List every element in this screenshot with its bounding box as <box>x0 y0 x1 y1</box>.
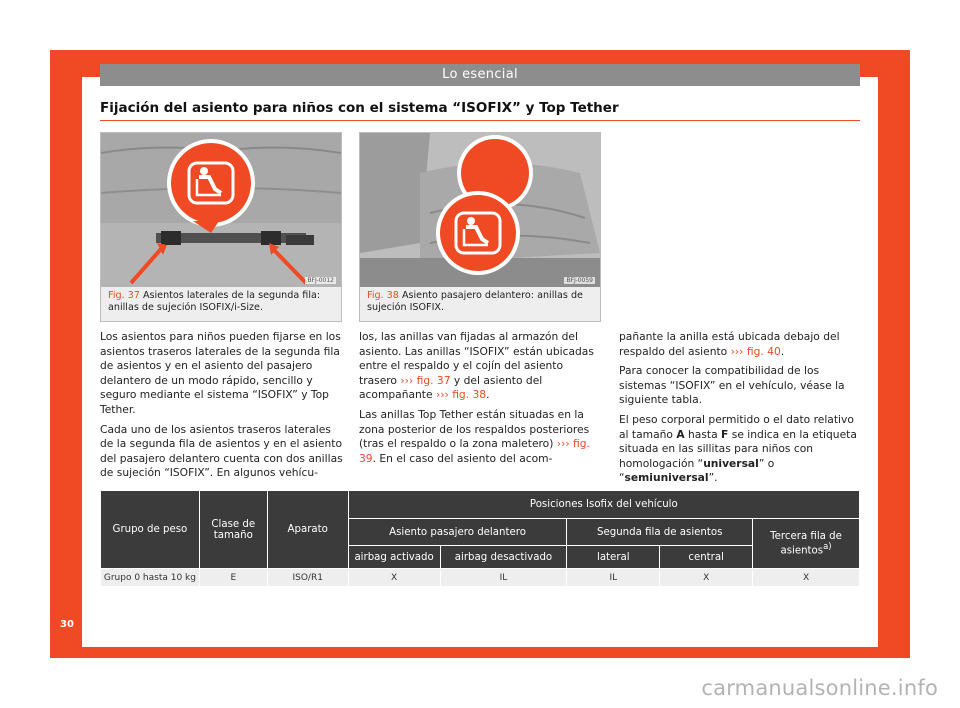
isofix-table <box>100 490 860 587</box>
text-run: los, las anillas van fijadas al armazón del asiento. Las anillas “ISOFIX” están ubicadas entre el respaldo y el cojín del asiento trasero <box>359 330 594 387</box>
header-third-row-label: Tercera fila de asientos <box>770 530 842 557</box>
header-weight-group: Grupo de peso <box>101 491 200 569</box>
header-device: Aparato <box>267 491 348 569</box>
table-cell: X <box>753 569 860 587</box>
paragraph <box>619 330 862 359</box>
figure-37-label: Fig. 37 <box>108 290 140 301</box>
title-divider <box>100 120 860 121</box>
text-run: pañante la anilla está ubicada debajo del respaldo del asiento <box>619 330 840 358</box>
figure-38 <box>359 132 601 322</box>
page-title: Fijación del asiento para niños con el sistema “ISOFIX” y Top Tether <box>100 100 619 116</box>
figure-38-image <box>360 133 600 287</box>
header-size-class: Clase de tamaño <box>199 491 267 569</box>
paragraph: Para conocer la compatibilidad de los sistemas “ISOFIX” en el vehículo, véase la siguiente tabla. <box>619 364 845 407</box>
text-run: hasta <box>684 427 722 441</box>
table-cell: Grupo 0 hasta 10 kg <box>101 569 200 587</box>
table-cell: E <box>199 569 267 587</box>
figure-37 <box>100 132 342 322</box>
figure-link[interactable]: ››› fig. 38 <box>435 388 487 402</box>
figure-38-caption <box>367 290 597 314</box>
figure-link[interactable]: ››› fig. 39 <box>359 437 590 465</box>
text-run: se indica en la etiqueta situada en las sillitas para niños con homologación “ <box>619 427 857 470</box>
text-run: . En el caso del asiento del acom- <box>372 451 553 465</box>
figure-38-label: Fig. 38 <box>367 290 399 301</box>
figure-37-text: Asientos laterales de la segunda fila: anillas de sujeción ISOFIX/i-Size. <box>108 290 321 313</box>
figure-37-caption <box>108 290 338 314</box>
figure-38-code: BFJ-0059 <box>566 277 593 284</box>
header-central: central <box>660 546 753 569</box>
header-airbag-on: airbag activado <box>348 546 440 569</box>
header-airbag-off: airbag desactivado <box>440 546 567 569</box>
header-third-row <box>753 519 860 569</box>
table-cell: X <box>660 569 753 587</box>
text-column-1 <box>100 330 343 486</box>
table-cell: X <box>348 569 440 587</box>
figure-link[interactable]: ››› fig. 37 <box>400 373 451 387</box>
table-cell: ISO/R1 <box>267 569 348 587</box>
footnote-marker: a) <box>823 541 832 552</box>
text-run: . <box>780 344 785 358</box>
header-isofix-positions: Posiciones Isofix del vehículo <box>348 491 859 519</box>
paragraph: Los asientos para niños pueden fijarse en los asientos traseros laterales de la segunda fila de asientos y en el asiento del pasajero delantero de un modo rápido, sencillo y seguro mediante el sistema “ISOFIX” y Top Tether. <box>100 330 341 416</box>
page-number: 30 <box>60 619 74 630</box>
paragraph <box>359 330 602 403</box>
table-cell: IL <box>567 569 660 587</box>
section-header: Lo esencial <box>100 64 860 86</box>
figure-37-code: BFJ-0012 <box>307 277 334 284</box>
table-row <box>101 569 860 587</box>
figure-link[interactable]: ››› fig. 40 <box>730 344 781 358</box>
text-run: El peso corporal permitido o el dato relativo al tamaño <box>619 412 854 441</box>
text-column-2 <box>359 330 602 471</box>
text-column-3 <box>619 330 862 491</box>
text-run: ”. <box>708 471 718 485</box>
figure-38-text: Asiento pasajero delantero: anillas de sujeción ISOFIX. <box>367 290 583 313</box>
size-letter: A <box>676 427 685 441</box>
text-run: Las anillas Top Tether están situadas en la zona posterior de los respaldos posteriores (tras el respaldo o la zona maletero) <box>359 407 590 451</box>
paragraph <box>359 408 602 466</box>
paragraph: Cada uno de los asientos traseros laterales de la segunda fila de asientos y en el asiento del pasajero delantero cuenta con dos anillas de sujeción “ISOFIX”. En algunos vehícu- <box>100 422 343 480</box>
header-lateral: lateral <box>567 546 660 569</box>
text-run: y del asiento del acompañante <box>359 373 543 402</box>
header-second-row: Segunda fila de asientos <box>567 519 753 546</box>
bold-term: universal <box>703 456 759 470</box>
header-front-passenger: Asiento pasajero delantero <box>348 519 567 546</box>
text-run: ” o “ <box>619 456 775 485</box>
table-cell: IL <box>440 569 567 587</box>
figure-37-image <box>101 133 341 287</box>
paragraph <box>619 413 862 486</box>
text-run: . <box>486 388 490 402</box>
bold-term: semiuniversal <box>624 471 709 485</box>
size-letter: F <box>721 427 729 441</box>
watermark: carmanualsonline.info <box>701 676 938 700</box>
